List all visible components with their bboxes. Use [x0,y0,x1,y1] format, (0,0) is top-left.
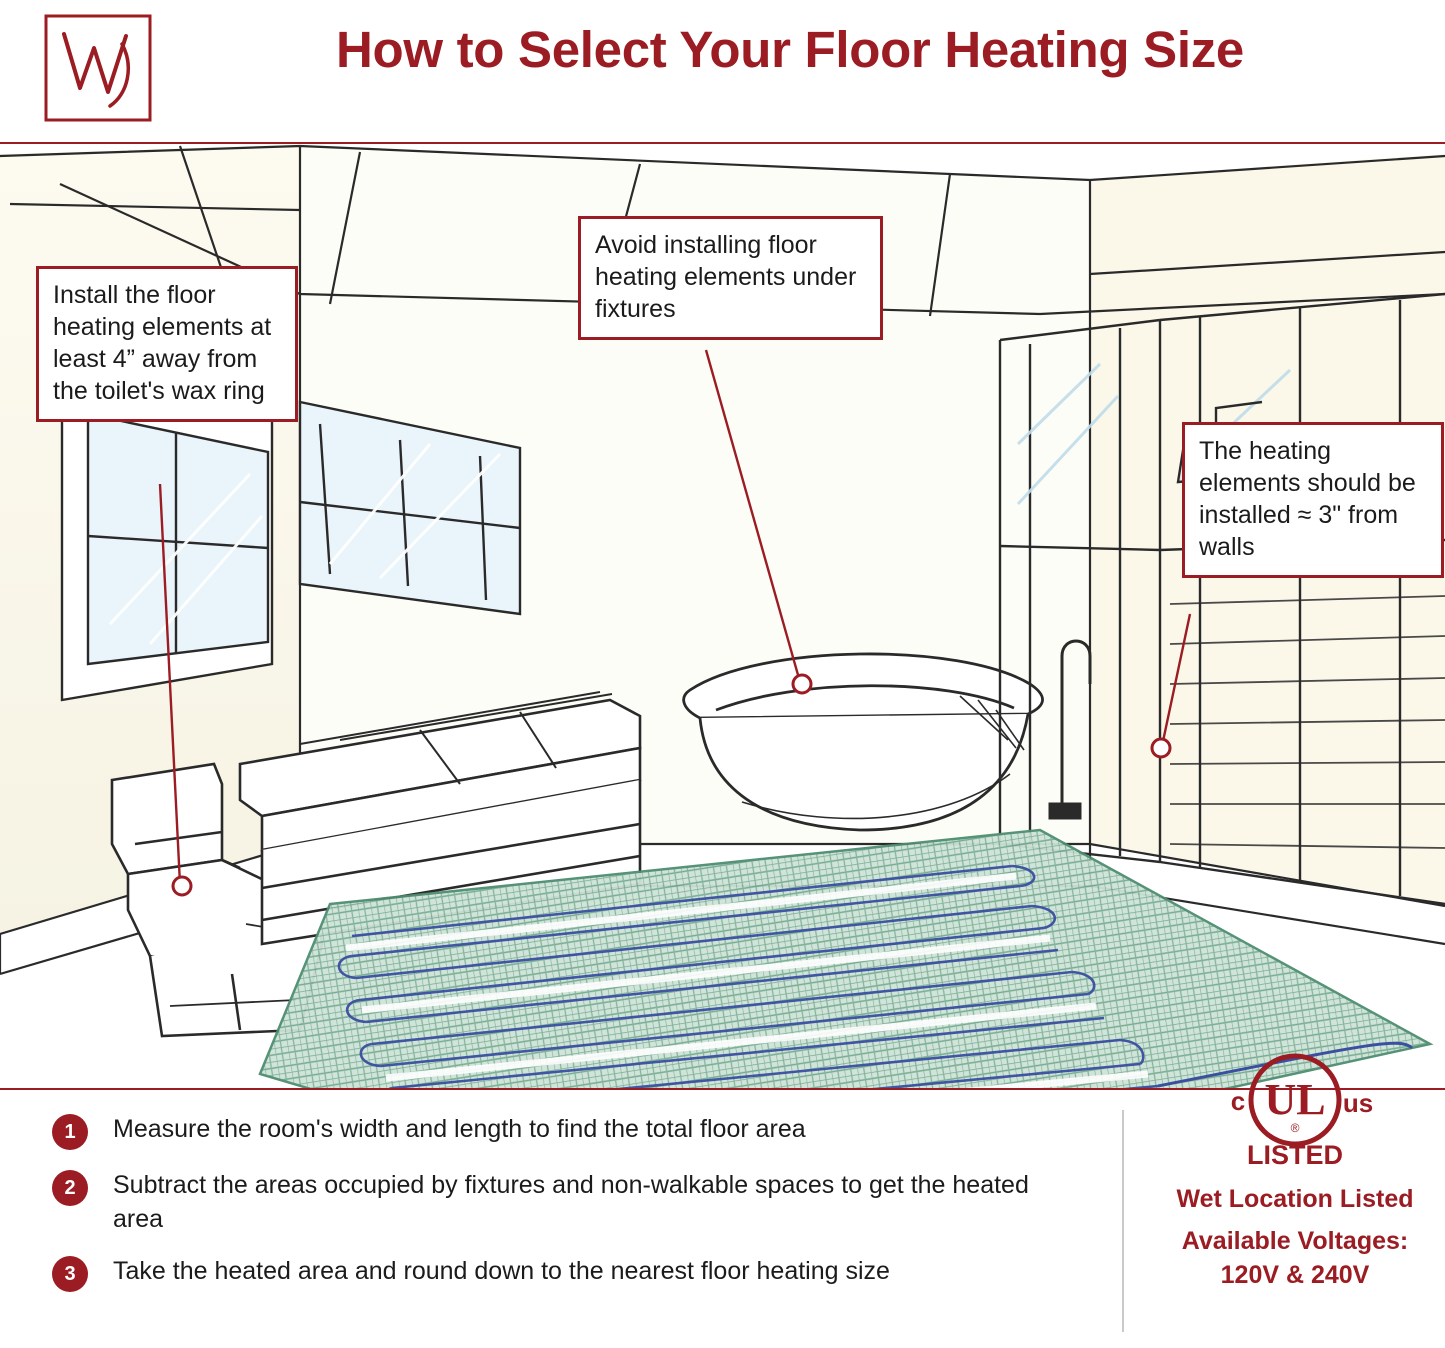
vertical-divider [1122,1110,1124,1332]
callout-fixtures-text: Avoid installing floor heating elements under fixtures [595,231,857,323]
wet-location-label: Wet Location Listed [1176,1185,1414,1213]
page-title: How to Select Your Floor Heating Size [336,21,1244,78]
callout-wall-clearance [1182,422,1444,578]
callout-walls-text: The heating elements should be installed ≈ 3" from walls [1199,437,1416,561]
certification-block [1150,1052,1440,1292]
svg-text:c: c [1230,1086,1246,1116]
step-text: Subtract the areas occupied by fixtures and non-walkable spaces to get the heated area [113,1171,1029,1233]
svg-text:UL: UL [1264,1075,1326,1124]
step-text: Measure the room's width and length to find the total floor area [113,1115,806,1143]
callout-toilet-clearance [36,266,298,422]
ul-listed-icon [1150,1052,1440,1172]
voltage-label: Available Voltages: [1181,1227,1409,1255]
step-text: Take the heated area and round down to the nearest floor heating size [113,1257,890,1285]
list-item [52,1112,1112,1150]
brand-logo-icon [36,10,161,128]
header [0,0,1445,142]
step-number-badge: 2 [52,1170,88,1206]
svg-text:®: ® [1290,1121,1300,1135]
steps-list [52,1112,1112,1310]
callout-avoid-fixtures [578,216,883,340]
bathroom-illustration [0,142,1445,1090]
instructions-section [0,1075,1445,1348]
voltage-values: 120V & 240V [1220,1261,1370,1289]
list-item [52,1168,1112,1236]
step-number-badge: 1 [52,1114,88,1150]
callout-toilet-text: Install the floor heating elements at least 4” away from the toilet's wax ring [53,281,272,405]
svg-text:us: us [1342,1088,1374,1118]
step-number-badge: 3 [52,1256,88,1292]
available-voltages [1150,1224,1440,1292]
svg-text:LISTED: LISTED [1246,1140,1344,1170]
list-item [52,1254,1112,1292]
